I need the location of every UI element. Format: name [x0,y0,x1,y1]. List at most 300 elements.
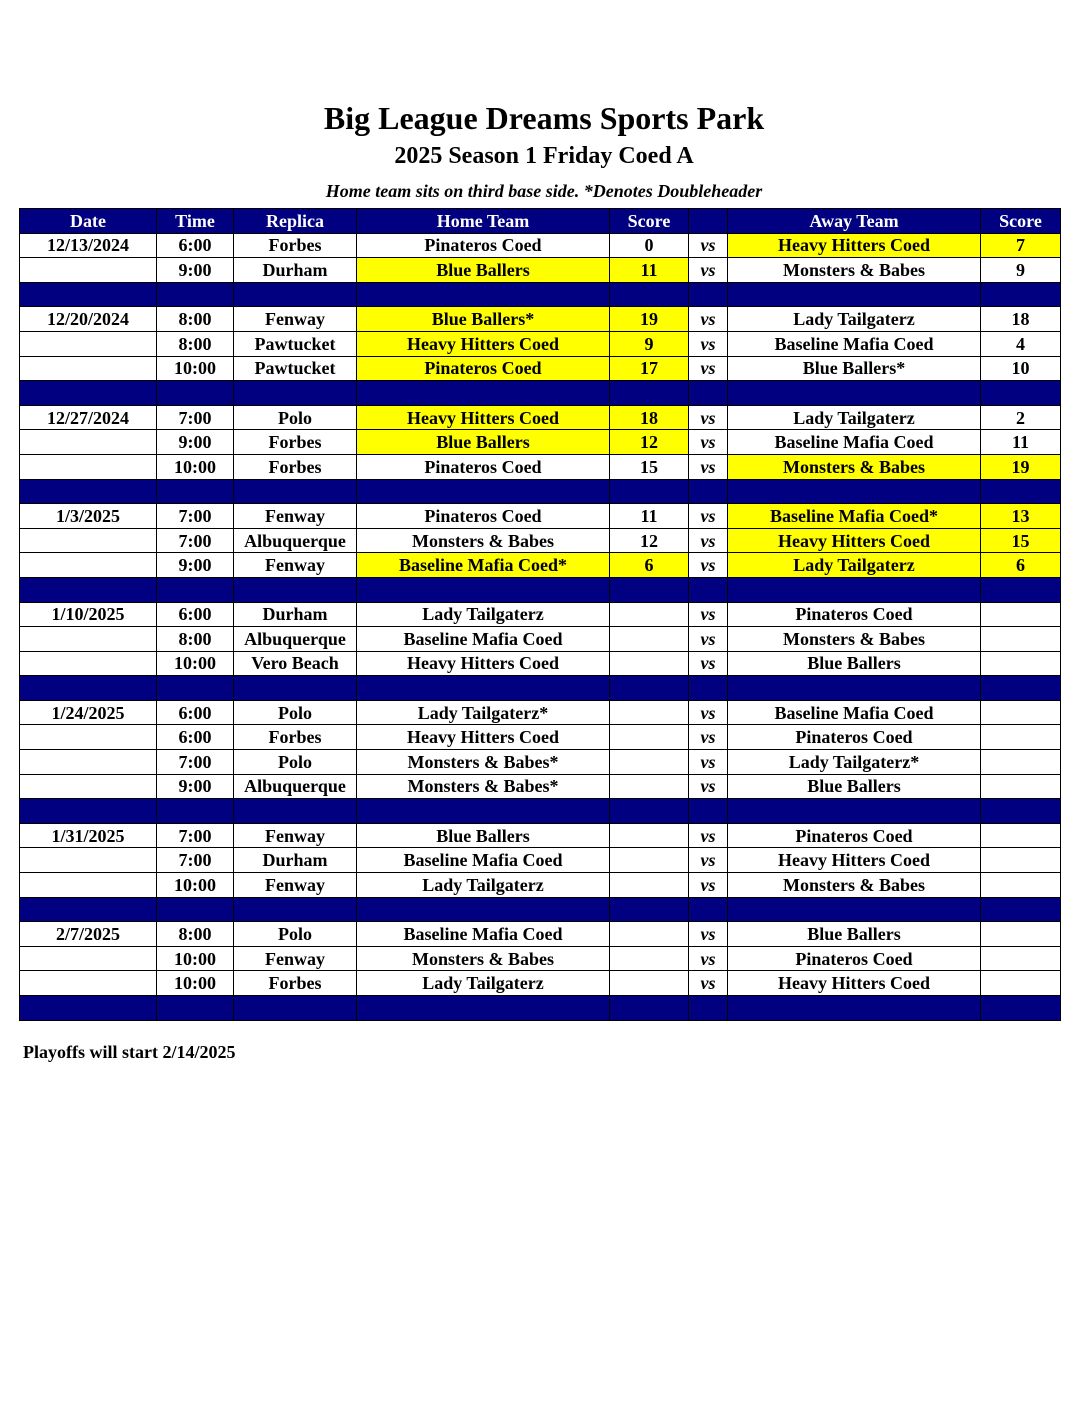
home-team-cell: Baseline Mafia Coed [357,922,610,947]
replica-cell: Polo [234,405,357,430]
separator-cell [157,897,234,922]
away-score-cell [981,971,1061,996]
separator-row [20,799,1061,824]
away-score-cell: 7 [981,233,1061,258]
game-row [20,774,1061,799]
away-score-cell: 13 [981,504,1061,529]
header-date: Date [20,209,157,234]
replica-cell: Forbes [234,430,357,455]
separator-cell [981,996,1061,1021]
game-row [20,430,1061,455]
separator-cell [157,479,234,504]
game-row [20,971,1061,996]
away-score-cell [981,774,1061,799]
date-cell [20,848,157,873]
away-team-cell: Pinateros Coed [728,823,981,848]
header-vs [689,209,728,234]
page-subtitle: 2025 Season 1 Friday Coed A [394,143,694,169]
replica-cell: Durham [234,258,357,283]
vs-cell: vs [689,430,728,455]
game-row [20,258,1061,283]
header-time: Time [157,209,234,234]
vs-cell: vs [689,823,728,848]
separator-cell [157,577,234,602]
away-score-cell [981,700,1061,725]
away-team-cell: Monsters & Babes [728,627,981,652]
separator-row [20,381,1061,406]
replica-cell: Pawtucket [234,331,357,356]
home-score-cell: 15 [610,454,689,479]
separator-cell [610,381,689,406]
replica-cell: Fenway [234,504,357,529]
replica-cell: Albuquerque [234,528,357,553]
separator-cell [728,799,981,824]
time-cell: 10:00 [157,873,234,898]
game-row [20,627,1061,652]
header-away-team: Away Team [728,209,981,234]
date-cell: 1/24/2025 [20,700,157,725]
separator-cell [357,577,610,602]
separator-cell [357,799,610,824]
away-score-cell: 4 [981,331,1061,356]
separator-cell [20,479,157,504]
date-cell [20,258,157,283]
separator-row [20,577,1061,602]
time-cell: 6:00 [157,602,234,627]
time-cell: 9:00 [157,553,234,578]
home-score-cell: 18 [610,405,689,430]
game-row [20,750,1061,775]
vs-cell: vs [689,922,728,947]
separator-cell [234,282,357,307]
home-team-cell: Blue Ballers [357,430,610,455]
home-score-cell [610,848,689,873]
separator-cell [20,996,157,1021]
away-team-cell: Blue Ballers [728,774,981,799]
home-score-cell: 12 [610,528,689,553]
date-cell: 12/27/2024 [20,405,157,430]
date-cell [20,627,157,652]
home-team-cell: Pinateros Coed [357,233,610,258]
date-cell: 1/3/2025 [20,504,157,529]
game-row [20,946,1061,971]
home-score-cell [610,922,689,947]
separator-cell [234,996,357,1021]
game-row [20,528,1061,553]
separator-cell [689,282,728,307]
home-score-cell [610,725,689,750]
schedule-note: Home team sits on third base side. *Denotes Doubleheader [325,181,763,201]
replica-cell: Forbes [234,971,357,996]
separator-cell [234,799,357,824]
home-team-cell: Monsters & Babes [357,528,610,553]
date-cell [20,725,157,750]
time-cell: 10:00 [157,946,234,971]
game-row [20,307,1061,332]
separator-cell [728,381,981,406]
home-team-cell: Monsters & Babes* [357,750,610,775]
home-score-cell [610,823,689,848]
home-score-cell [610,750,689,775]
home-team-cell: Pinateros Coed [357,504,610,529]
time-cell: 6:00 [157,233,234,258]
home-team-cell: Pinateros Coed [357,356,610,381]
home-score-cell [610,946,689,971]
separator-cell [981,676,1061,701]
game-row [20,454,1061,479]
replica-cell: Polo [234,750,357,775]
date-cell: 12/20/2024 [20,307,157,332]
vs-cell: vs [689,651,728,676]
away-team-cell: Blue Ballers* [728,356,981,381]
separator-cell [728,897,981,922]
home-team-cell: Blue Ballers* [357,307,610,332]
home-score-cell [610,651,689,676]
away-team-cell: Baseline Mafia Coed* [728,504,981,529]
vs-cell: vs [689,946,728,971]
header-home-score: Score [610,209,689,234]
separator-cell [357,479,610,504]
replica-cell: Fenway [234,553,357,578]
separator-cell [610,282,689,307]
separator-row [20,996,1061,1021]
separator-cell [689,577,728,602]
home-team-cell: Baseline Mafia Coed* [357,553,610,578]
separator-cell [157,676,234,701]
vs-cell: vs [689,504,728,529]
separator-cell [610,676,689,701]
home-score-cell [610,700,689,725]
date-cell [20,553,157,578]
date-cell [20,873,157,898]
separator-cell [728,282,981,307]
away-team-cell: Blue Ballers [728,651,981,676]
separator-cell [357,381,610,406]
separator-cell [981,799,1061,824]
date-cell [20,774,157,799]
schedule-table [19,208,1061,1021]
home-team-cell: Lady Tailgaterz* [357,700,610,725]
home-score-cell [610,774,689,799]
separator-cell [357,282,610,307]
away-team-cell: Monsters & Babes [728,258,981,283]
home-team-cell: Heavy Hitters Coed [357,331,610,356]
game-row [20,823,1061,848]
replica-cell: Albuquerque [234,774,357,799]
home-score-cell: 19 [610,307,689,332]
date-cell [20,651,157,676]
vs-cell: vs [689,356,728,381]
time-cell: 7:00 [157,405,234,430]
time-cell: 7:00 [157,848,234,873]
replica-cell: Forbes [234,233,357,258]
away-score-cell: 9 [981,258,1061,283]
game-row [20,873,1061,898]
home-team-cell: Heavy Hitters Coed [357,725,610,750]
game-row [20,405,1061,430]
vs-cell: vs [689,553,728,578]
game-row [20,651,1061,676]
away-score-cell [981,750,1061,775]
away-score-cell [981,946,1061,971]
date-cell [20,331,157,356]
away-team-cell: Lady Tailgaterz [728,307,981,332]
away-score-cell: 6 [981,553,1061,578]
separator-cell [357,676,610,701]
vs-cell: vs [689,848,728,873]
away-score-cell [981,848,1061,873]
separator-cell [689,996,728,1021]
time-cell: 7:00 [157,750,234,775]
page-title: Big League Dreams Sports Park [323,100,765,136]
separator-cell [234,676,357,701]
date-cell: 1/10/2025 [20,602,157,627]
separator-cell [157,996,234,1021]
away-team-cell: Lady Tailgaterz* [728,750,981,775]
vs-cell: vs [689,233,728,258]
separator-cell [610,996,689,1021]
replica-cell: Fenway [234,873,357,898]
home-score-cell: 11 [610,504,689,529]
vs-cell: vs [689,750,728,775]
vs-cell: vs [689,307,728,332]
game-row [20,602,1061,627]
away-team-cell: Blue Ballers [728,922,981,947]
home-team-cell: Monsters & Babes [357,946,610,971]
replica-cell: Polo [234,700,357,725]
time-cell: 9:00 [157,774,234,799]
separator-row [20,676,1061,701]
date-cell [20,750,157,775]
home-score-cell: 0 [610,233,689,258]
game-row [20,922,1061,947]
replica-cell: Fenway [234,307,357,332]
replica-cell: Durham [234,848,357,873]
vs-cell: vs [689,725,728,750]
time-cell: 9:00 [157,258,234,283]
away-team-cell: Heavy Hitters Coed [728,848,981,873]
vs-cell: vs [689,627,728,652]
vs-cell: vs [689,528,728,553]
separator-cell [689,479,728,504]
away-team-cell: Heavy Hitters Coed [728,971,981,996]
game-row [20,700,1061,725]
separator-cell [234,897,357,922]
separator-cell [610,479,689,504]
time-cell: 8:00 [157,331,234,356]
away-score-cell: 19 [981,454,1061,479]
separator-cell [20,897,157,922]
separator-cell [20,799,157,824]
time-cell: 10:00 [157,356,234,381]
separator-row [20,282,1061,307]
separator-cell [610,799,689,824]
separator-cell [234,577,357,602]
separator-row [20,897,1061,922]
separator-cell [981,282,1061,307]
replica-cell: Fenway [234,946,357,971]
date-cell: 1/31/2025 [20,823,157,848]
away-score-cell [981,651,1061,676]
vs-cell: vs [689,454,728,479]
time-cell: 6:00 [157,700,234,725]
separator-cell [20,577,157,602]
away-team-cell: Lady Tailgaterz [728,553,981,578]
home-team-cell: Baseline Mafia Coed [357,627,610,652]
separator-cell [234,479,357,504]
date-cell: 12/13/2024 [20,233,157,258]
away-team-cell: Baseline Mafia Coed [728,331,981,356]
home-team-cell: Heavy Hitters Coed [357,405,610,430]
separator-cell [728,676,981,701]
away-team-cell: Pinateros Coed [728,725,981,750]
separator-cell [157,799,234,824]
vs-cell: vs [689,405,728,430]
home-team-cell: Monsters & Babes* [357,774,610,799]
separator-cell [689,381,728,406]
time-cell: 10:00 [157,651,234,676]
home-team-cell: Baseline Mafia Coed [357,848,610,873]
away-team-cell: Monsters & Babes [728,454,981,479]
date-cell: 2/7/2025 [20,922,157,947]
separator-cell [981,897,1061,922]
home-score-cell: 17 [610,356,689,381]
time-cell: 7:00 [157,528,234,553]
away-team-cell: Lady Tailgaterz [728,405,981,430]
date-cell [20,454,157,479]
home-score-cell [610,602,689,627]
time-cell: 9:00 [157,430,234,455]
replica-cell: Polo [234,922,357,947]
date-cell [20,430,157,455]
separator-cell [357,996,610,1021]
replica-cell: Albuquerque [234,627,357,652]
replica-cell: Vero Beach [234,651,357,676]
away-team-cell: Pinateros Coed [728,602,981,627]
header-home-team: Home Team [357,209,610,234]
replica-cell: Forbes [234,454,357,479]
separator-row [20,479,1061,504]
separator-cell [689,676,728,701]
separator-cell [157,282,234,307]
time-cell: 7:00 [157,504,234,529]
vs-cell: vs [689,873,728,898]
away-team-cell: Monsters & Babes [728,873,981,898]
replica-cell: Durham [234,602,357,627]
game-row [20,331,1061,356]
time-cell: 7:00 [157,823,234,848]
away-score-cell [981,922,1061,947]
game-row [20,553,1061,578]
home-team-cell: Blue Ballers [357,823,610,848]
separator-cell [689,799,728,824]
home-score-cell [610,873,689,898]
game-row [20,725,1061,750]
separator-cell [981,577,1061,602]
separator-cell [20,282,157,307]
time-cell: 8:00 [157,922,234,947]
time-cell: 10:00 [157,971,234,996]
away-score-cell: 18 [981,307,1061,332]
vs-cell: vs [689,258,728,283]
header-row [20,209,1061,234]
home-score-cell: 6 [610,553,689,578]
vs-cell: vs [689,331,728,356]
away-team-cell: Pinateros Coed [728,946,981,971]
vs-cell: vs [689,602,728,627]
game-row [20,504,1061,529]
time-cell: 6:00 [157,725,234,750]
replica-cell: Fenway [234,823,357,848]
time-cell: 8:00 [157,627,234,652]
away-score-cell [981,627,1061,652]
date-cell [20,971,157,996]
date-cell [20,356,157,381]
away-score-cell: 2 [981,405,1061,430]
away-team-cell: Heavy Hitters Coed [728,528,981,553]
separator-cell [157,381,234,406]
game-row [20,233,1061,258]
game-row [20,356,1061,381]
separator-cell [689,897,728,922]
vs-cell: vs [689,774,728,799]
separator-cell [728,577,981,602]
header-away-score: Score [981,209,1061,234]
home-team-cell: Pinateros Coed [357,454,610,479]
separator-cell [20,381,157,406]
date-cell [20,528,157,553]
vs-cell: vs [689,700,728,725]
home-score-cell [610,971,689,996]
home-team-cell: Blue Ballers [357,258,610,283]
date-cell [20,946,157,971]
header-replica: Replica [234,209,357,234]
separator-cell [981,479,1061,504]
away-score-cell [981,602,1061,627]
home-team-cell: Lady Tailgaterz [357,602,610,627]
vs-cell: vs [689,971,728,996]
home-score-cell: 12 [610,430,689,455]
away-score-cell [981,725,1061,750]
time-cell: 10:00 [157,454,234,479]
home-team-cell: Lady Tailgaterz [357,873,610,898]
away-team-cell: Heavy Hitters Coed [728,233,981,258]
away-team-cell: Baseline Mafia Coed [728,430,981,455]
separator-cell [610,897,689,922]
away-score-cell: 15 [981,528,1061,553]
separator-cell [610,577,689,602]
separator-cell [357,897,610,922]
separator-cell [728,479,981,504]
home-team-cell: Heavy Hitters Coed [357,651,610,676]
away-score-cell [981,823,1061,848]
away-score-cell: 10 [981,356,1061,381]
game-row [20,848,1061,873]
time-cell: 8:00 [157,307,234,332]
separator-cell [981,381,1061,406]
home-score-cell: 11 [610,258,689,283]
separator-cell [728,996,981,1021]
away-score-cell: 11 [981,430,1061,455]
home-score-cell [610,627,689,652]
home-score-cell: 9 [610,331,689,356]
away-score-cell [981,873,1061,898]
replica-cell: Pawtucket [234,356,357,381]
separator-cell [234,381,357,406]
replica-cell: Forbes [234,725,357,750]
home-team-cell: Lady Tailgaterz [357,971,610,996]
away-team-cell: Baseline Mafia Coed [728,700,981,725]
